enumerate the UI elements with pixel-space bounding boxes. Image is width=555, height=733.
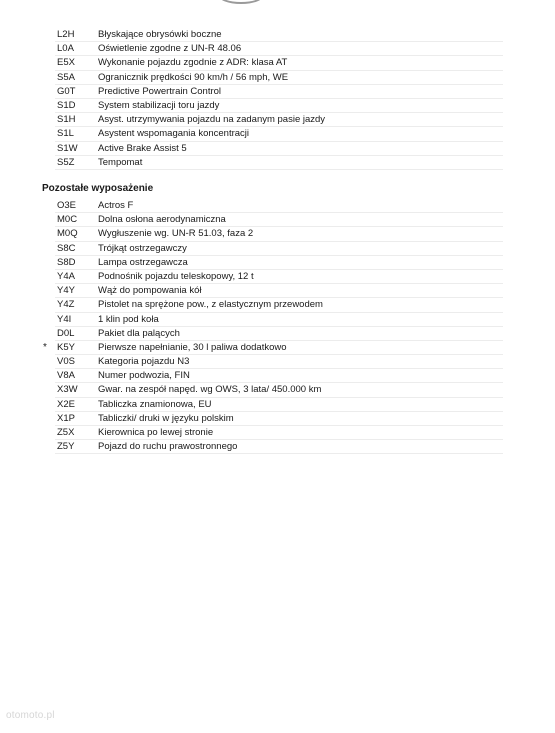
option-description: Podnośnik pojazdu teleskopowy, 12 t <box>98 270 254 282</box>
option-description: 1 klin pod koła <box>98 313 159 325</box>
equipment-row <box>0 369 555 383</box>
option-description: Pistolet na sprężone pow., z elastycznym przewodem <box>98 299 323 311</box>
option-description: Trójkąt ostrzegawczy <box>98 242 187 254</box>
equipment-row <box>0 426 555 440</box>
equipment-row <box>0 327 555 341</box>
option-code: S1D <box>57 99 76 111</box>
option-code: S1L <box>57 128 74 140</box>
option-description: Wygłuszenie wg. UN-R 51.03, faza 2 <box>98 228 254 240</box>
option-code: X3W <box>57 384 78 396</box>
option-code: M0Q <box>57 228 78 240</box>
option-code: S8D <box>57 256 76 268</box>
watermark: otomoto.pl <box>6 710 55 721</box>
option-code: L0A <box>57 43 74 55</box>
option-code: X2E <box>57 398 75 410</box>
option-code: D0L <box>57 327 75 339</box>
option-code: V8A <box>57 370 75 382</box>
option-code: Y4Z <box>57 299 75 311</box>
option-description: Gwar. na zespół napęd. wg OWS, 3 lata/ 450.000 km <box>98 384 322 396</box>
equipment-row <box>0 284 555 298</box>
option-description: Pojazd do ruchu prawostronnego <box>98 441 238 453</box>
option-description: Asyst. utrzymywania pojazdu na zadanym pasie jazdy <box>98 114 326 126</box>
equipment-row <box>0 199 555 213</box>
row-marker: * <box>43 341 47 353</box>
option-description: Wąż do pompowania kół <box>98 285 202 297</box>
option-code: S5Z <box>57 156 75 168</box>
option-description: System stabilizacji toru jazdy <box>98 99 220 111</box>
equipment-row <box>0 298 555 312</box>
option-code: Z5Y <box>57 441 75 453</box>
equipment-row <box>0 412 555 426</box>
equipment-row <box>0 383 555 397</box>
option-description: Numer podwozia, FIN <box>98 370 190 382</box>
equipment-row <box>0 398 555 412</box>
equipment-row <box>0 355 555 369</box>
equipment-row <box>0 256 555 270</box>
option-description: Lampa ostrzegawcza <box>98 256 188 268</box>
option-description: Dolna osłona aerodynamiczna <box>98 214 226 226</box>
equipment-row <box>0 85 555 99</box>
option-code: O3E <box>57 200 77 211</box>
option-description: Predictive Powertrain Control <box>98 85 222 97</box>
equipment-row <box>0 313 555 327</box>
option-description: Tempomat <box>98 156 143 168</box>
equipment-row <box>0 56 555 70</box>
equipment-row <box>0 142 555 156</box>
equipment-row <box>0 227 555 241</box>
option-description: Active Brake Assist 5 <box>98 142 187 154</box>
option-code: S1H <box>57 114 76 126</box>
equipment-row <box>0 213 555 227</box>
equipment-row <box>0 28 555 42</box>
option-code: K5Y <box>57 341 75 353</box>
option-code: Z5X <box>57 427 75 438</box>
equipment-list <box>0 28 555 170</box>
equipment-row <box>0 42 555 56</box>
option-code: S1W <box>57 142 78 154</box>
equipment-row <box>0 440 555 454</box>
option-code: V0S <box>57 356 75 368</box>
section-title: Pozostałe wyposażenie <box>42 183 154 194</box>
option-code: Y4A <box>57 270 75 282</box>
equipment-list <box>0 199 555 454</box>
option-description: Wykonanie pojazdu zgodnie z ADR: klasa AT <box>98 57 288 69</box>
equipment-row <box>0 270 555 284</box>
equipment-row <box>0 242 555 256</box>
equipment-row <box>0 99 555 113</box>
logo-icon <box>218 0 264 4</box>
option-code: S5A <box>57 71 75 83</box>
option-description: Asystent wspomagania koncentracji <box>98 128 250 140</box>
equipment-row <box>0 127 555 141</box>
option-code: X1P <box>57 412 75 424</box>
option-description: Tabliczki/ druki w języku polskim <box>98 412 234 424</box>
option-description: Kierownica po lewej stronie <box>98 427 214 438</box>
option-code: Y4I <box>57 313 72 325</box>
option-code: S8C <box>57 242 76 254</box>
equipment-row <box>0 113 555 127</box>
option-description: Ogranicznik prędkości 90 km/h / 56 mph, WE <box>98 71 289 83</box>
option-code: Y4Y <box>57 285 75 297</box>
equipment-row <box>0 156 555 170</box>
option-description: Pakiet dla palących <box>98 327 180 339</box>
option-description: Tabliczka znamionowa, EU <box>98 398 212 410</box>
option-description: Actros F <box>98 200 134 211</box>
option-code: M0C <box>57 214 78 226</box>
option-description: Kategoria pojazdu N3 <box>98 356 190 368</box>
equipment-row <box>0 71 555 85</box>
option-description: Błyskające obrysówki boczne <box>98 29 222 40</box>
equipment-row <box>0 341 555 355</box>
option-description: Pierwsze napełnianie, 30 l paliwa dodatkowo <box>98 341 287 353</box>
option-description: Oświetlenie zgodne z UN-R 48.06 <box>98 43 242 55</box>
option-code: G0T <box>57 85 76 97</box>
option-code: E5X <box>57 57 75 69</box>
option-code: L2H <box>57 29 75 40</box>
